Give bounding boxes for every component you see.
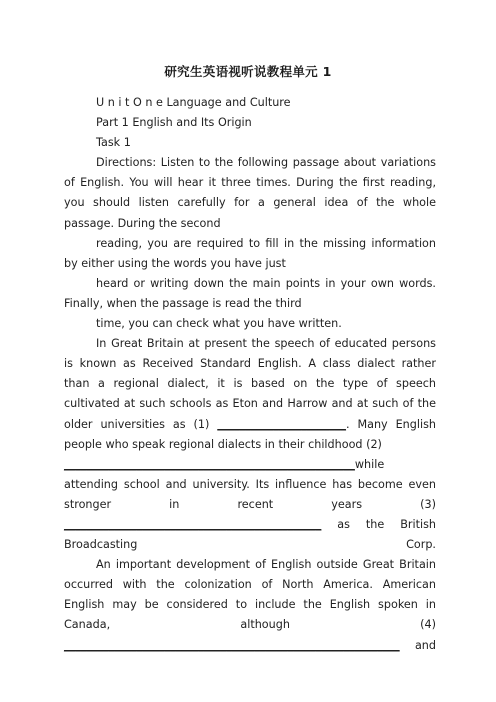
passage-paragraph-1 xyxy=(64,334,436,455)
passage-text: In Great Britain at present the speech of educated persons is known as Received Standard English. A class dialect rather than a regional dialect, it is based on the type of speech cultivated at such schools as Eton and Harrow and at such of the older universities as (1) xyxy=(64,337,436,431)
answer-blank-4: ____________________________________________________________ xyxy=(64,638,400,652)
answer-blank-2: ____________________________________________________ xyxy=(64,457,355,471)
directions-paragraph-2: reading, you are required to fill in the missing information by either using the words you have just xyxy=(64,236,436,270)
passage-text: attending school and university. Its influence has become even stronger in recent years (3) xyxy=(64,477,436,511)
passage-paragraph-2 xyxy=(64,555,436,635)
passage-line xyxy=(64,515,436,555)
document-title: 研究生英语视听说教程单元 1 xyxy=(164,64,332,79)
passage-text: An important development of English outside Great Britain occurred with the colonization of North America. American English may be considered to include the English spoken in Canada, although (4) xyxy=(64,558,436,632)
part-heading: Part 1 English and Its Origin xyxy=(96,116,252,130)
answer-blank-1: _______________________ xyxy=(217,417,346,431)
passage-line xyxy=(64,475,436,515)
passage-text: while xyxy=(354,457,385,471)
passage-text: and xyxy=(414,638,436,652)
unit-heading: U n i t O n e Language and Culture xyxy=(96,96,291,109)
task-heading: Task 1 xyxy=(96,136,131,150)
passage-text: . Many English people who speak regional dialects in their childhood (2) xyxy=(64,417,436,451)
passage-text: as the British Broadcasting Corp. xyxy=(64,517,436,552)
passage-line xyxy=(64,455,436,475)
directions-paragraph-4: time, you can check what you have written. xyxy=(96,317,342,331)
directions-paragraph-3: heard or writing down the main points in your own words. Finally, when the passage is read the third xyxy=(64,276,436,310)
answer-blank-3: ______________________________________________ xyxy=(64,517,322,531)
directions-paragraph-1: Directions: Listen to the following passage about variations of English. You will hear it three times. During the first reading, you should listen carefully for a general idea of the whole passage. During the second xyxy=(64,156,436,230)
document-body xyxy=(64,93,436,656)
passage-line xyxy=(64,636,436,656)
